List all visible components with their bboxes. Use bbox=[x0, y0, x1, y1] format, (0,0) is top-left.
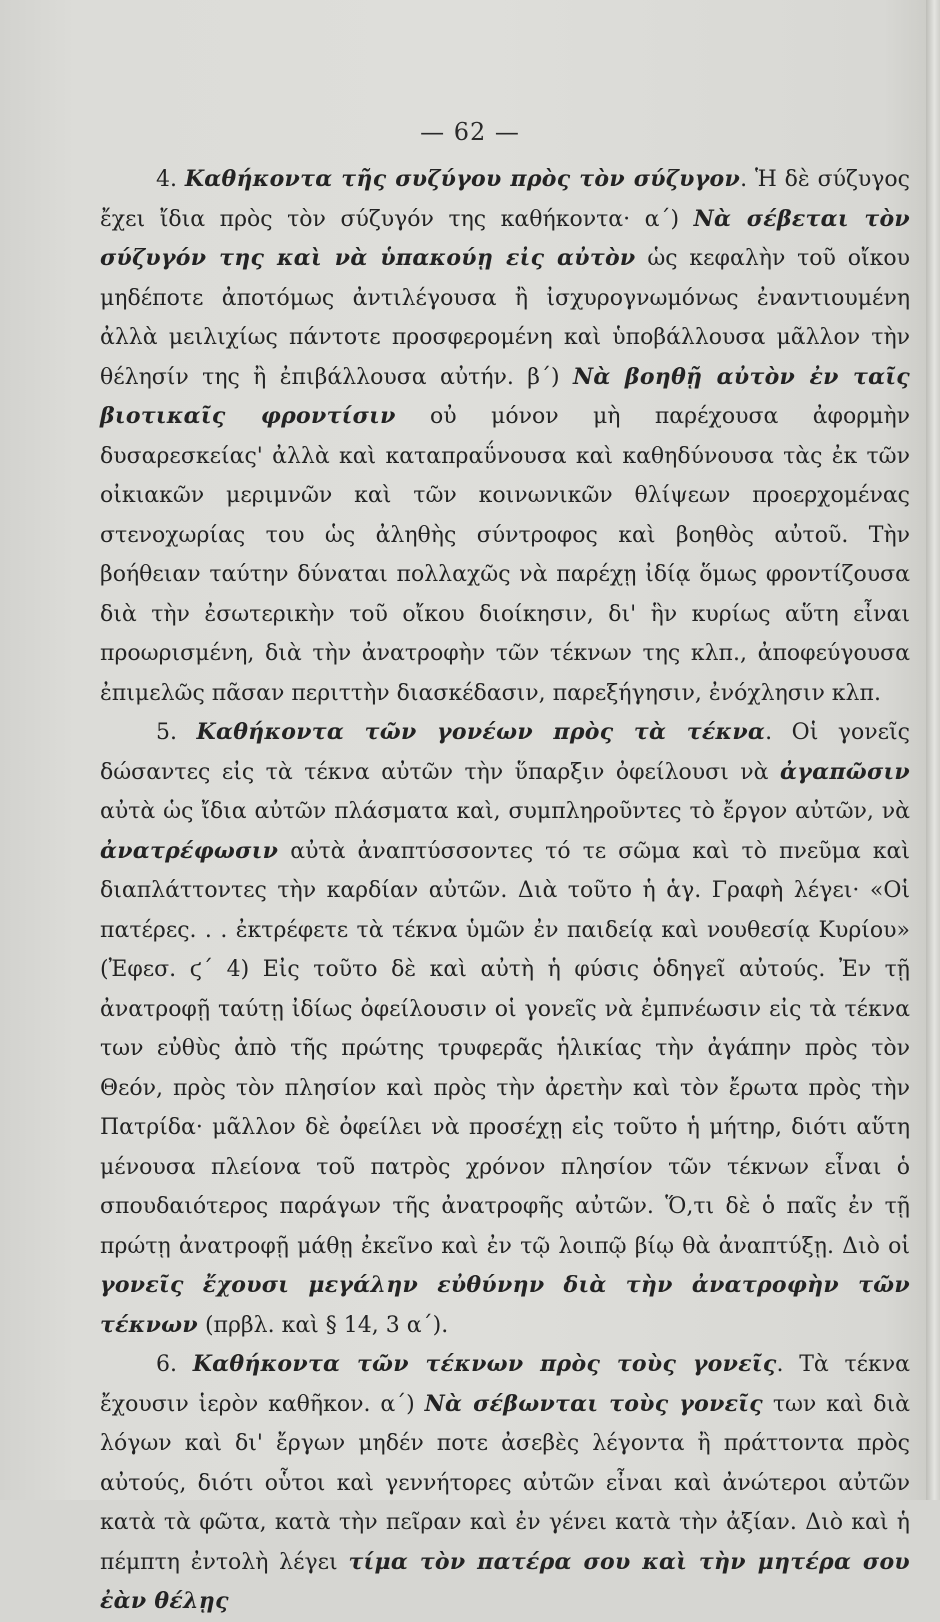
emphasis-text: Νὰ σέβεται τὸν σύζυγόν της καὶ νὰ ὑπακούῃ εἰς αὐτὸν bbox=[100, 205, 910, 271]
paragraph-number: 5. bbox=[156, 720, 197, 745]
section-heading-duties-of-wife: Καθήκοντα τῆς συζύγου πρὸς τὸν σύζυγον bbox=[184, 166, 741, 192]
paragraph-duties-parents bbox=[100, 713, 910, 1345]
emphasis-text: Νὰ σέβωνται τοὺς γονεῖς bbox=[424, 1390, 763, 1417]
body-text bbox=[100, 160, 910, 1622]
paragraph-duties-children bbox=[100, 1345, 910, 1622]
page-number: — 62 — bbox=[420, 118, 520, 146]
text-run: των καὶ διὰ λόγων καὶ δι' ἔργων μηδέν ποτε ἀσεβὲς λέγοντα ἢ πράττοντα πρὸς αὐτούς, διότι οὗτοι καὶ γεννήτορες αὐτῶν εἶναι καὶ ἀνώτεροι αὐτῶν κατὰ τὰ φῶτα, κατὰ τὴν πεῖραν καὶ ἐν γένει κατὰ τὴν ἀξίαν. Διὸ καὶ ἡ πέμπτη ἐντολὴ λέγει bbox=[100, 1391, 910, 1575]
text-run: . Ἡ δὲ σύζυγος ἔχει ἴδια πρὸς τὸν σύζυγόν της καθήκοντα· α΄) bbox=[100, 167, 910, 232]
paragraph-number: 4. bbox=[156, 167, 185, 192]
emphasis-text: τίμα τὸν πατέρα σου καὶ τὴν μητέρα σου ἐὰν θέλῃς bbox=[100, 1548, 910, 1614]
text-run: οὐ μόνον μὴ παρέχουσα ἀφορμὴν δυσαρεσκείας' ἀλλὰ καὶ καταπραΰνουσα καὶ καθηδύνουσα τὰς ἐκ τῶν οἰκιακῶν μεριμνῶν καὶ τῶν κοινωνικῶν θλίψεων προερχομένας στενοχωρίας του ὡς ἀληθὴς σύντροφος καὶ βοηθὸς αὐτοῦ. Τὴν βοήθειαν ταύτην δύναται πολλαχῶς νὰ παρέχῃ ἰδίᾳ ὅμως φροντίζουσα διὰ τὴν ἐσωτερικὴν τοῦ οἴκου διοίκησιν, δι' ἣν κυρίως αὕτη εἶναι προωρισμένη, διὰ τὴν ἀνατροφὴν τῶν τέκνων της κλπ., ἀποφεύγουσα ἐπιμελῶς πᾶσαν περιττὴν διασκέδασιν, παρεξήγησιν, ἐνόχλησιν κλπ. bbox=[100, 404, 910, 706]
text-run: . Τὰ τέκνα ἔχουσιν ἱερὸν καθῆκον. α΄) bbox=[100, 1352, 911, 1417]
paragraph-duties-wife bbox=[100, 160, 910, 713]
section-heading-duties-of-parents: Καθήκοντα τῶν γονέων πρὸς τὰ τέκνα bbox=[196, 719, 766, 745]
paragraph-number: 6. bbox=[156, 1352, 193, 1377]
text-run: ὡς κεφαλὴν τοῦ οἴκου μηδέποτε ἀποτόμως ἀντιλέγουσα ἢ ἰσχυρογνωμόνως ἐναντιουμένη ἀλλὰ μειλιχίως πάντοτε προσφερομένη καὶ ὑποβάλλουσα μᾶλλον τὴν θέλησίν της ἢ ἐπιβάλλουσα αὐτήν. β΄) bbox=[100, 246, 910, 390]
emphasis-text: γονεῖς ἔχουσι μεγάλην εὐθύνην διὰ τὴν ἀνατροφὴν τῶν τέκνων bbox=[100, 1272, 910, 1338]
text-run: αὐτὰ ὡς ἴδια αὐτῶν πλάσματα καὶ, συμπληροῦντες τὸ ἔργον αὐτῶν, νὰ bbox=[100, 799, 910, 824]
emphasis-text: Νὰ βοηθῇ αὐτὸν ἐν ταῖς βιοτικαῖς φροντίσιν bbox=[100, 363, 910, 429]
section-heading-duties-of-children: Καθήκοντα τῶν τέκνων πρὸς τοὺς γονεῖς bbox=[192, 1351, 777, 1377]
text-run: αὐτὰ ἀναπτύσσοντες τό τε σῶμα καὶ τὸ πνεῦμα καὶ διαπλάττοντες τὴν καρδίαν αὐτῶν. Διὰ τοῦτο ἡ ἁγ. Γραφὴ λέγει· «Οἱ πατέρες. . . ἐκτρέφετε τὰ τέκνα ὑμῶν ἐν παιδείᾳ καὶ νουθεσίᾳ Κυρίου» (Ἐφεσ. ϛ΄ 4) Εἰς τοῦτο δὲ καὶ αὐτὴ ἡ φύσις ὁδηγεῖ αὐτούς. Ἐν τῇ ἀνατροφῇ ταύτῃ ἰδίως ὀφείλουσιν οἱ γονεῖς νὰ ἐμπνέωσιν εἰς τὰ τέκνα των εὐθὺς ἀπὸ τῆς πρώτης τρυφερᾶς ἡλικίας τὴν ἀγάπην πρὸς τὸν Θεόν, πρὸς τὸν πλησίον καὶ πρὸς τὴν ἀρετὴν καὶ τὸν ἔρωτα πρὸς τὴν Πατρίδα· μᾶλλον δὲ ὀφείλει νὰ προσέχῃ εἰς τοῦτο ἡ μήτηρ, διότι αὕτη μένουσα πλείονα τοῦ πατρὸς χρόνον πλησίον τῶν τέκνων εἶναι ὁ σπουδαιότερος παράγων τῆς ἀνατροφῆς αὐτῶν. Ὅ,τι δὲ ὁ παῖς ἐν τῇ πρώτῃ ἀνατροφῇ μάθῃ ἐκεῖνο καὶ ἐν τῷ λοιπῷ βίῳ θὰ ἀναπτύξῃ. Διὸ οἱ bbox=[100, 838, 910, 1259]
page-edge bbox=[926, 0, 940, 1500]
emphasis-text: ἀγαπῶσιν bbox=[780, 758, 910, 785]
text-run: (πρβλ. καὶ § 14, 3 α΄). bbox=[197, 1312, 449, 1338]
text-run: . Οἱ γονεῖς δώσαντες εἰς τὰ τέκνα αὐτῶν τὴν ὕπαρξιν ὀφείλουσι νὰ bbox=[100, 720, 910, 785]
emphasis-text: ἀνατρέφωσιν bbox=[100, 837, 279, 864]
